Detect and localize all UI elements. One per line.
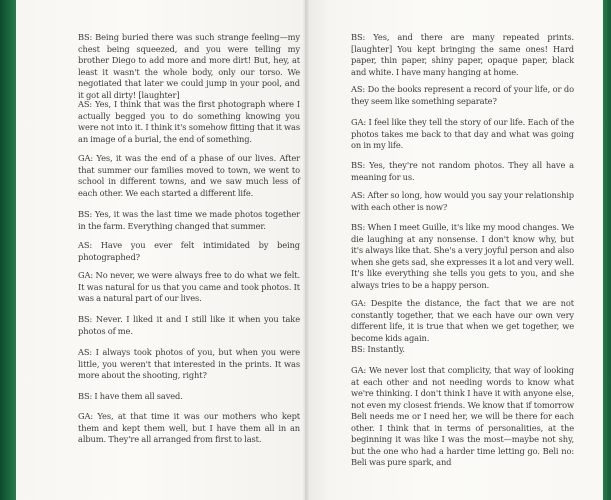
right-paragraph-7: GA: Despite the distance, the fact that we are not constantly together, that we each have our own very different life, it is true that when we get together, we become kids again. (351, 298, 574, 343)
book-cover-edge-right (603, 0, 611, 500)
right-paragraph-4: BS: Yes, they're not random photos. They all have a meaning for us. (351, 160, 574, 182)
right-paragraph-9: GA: We never lost that complicity, that way of looking at each other and not needing words to know what we're thinking. I don't think I have it with anyone else, not even my closest friends. We know that if tomorrow Beli needs me or I need her, we will be there for each other. I think that in terms of personalities, at the beginning it was like I was the most—maybe not shy, but the one who had a harder time letting go. Beli no: Beli was pure spark, and (351, 365, 574, 468)
book-cover-edge-left (0, 0, 16, 500)
left-paragraph-6: GA: No never, we were always free to do what we felt. It was natural for us that you came and took photos. It was a natural part of our lives. (78, 270, 300, 304)
left-page (16, 0, 305, 500)
left-paragraph-10: GA: Yes, at that time it was our mothers who kept them and kept them well, but I have them all in an album. They're all arranged from first to last. (78, 411, 300, 445)
right-page (305, 0, 603, 500)
left-paragraph-3: GA: Yes, it was the end of a phase of our lives. After that summer our families moved to town, we went to school in different towns, and we saw much less of each other. We each started a different life. (78, 153, 300, 198)
left-paragraph-2: AS: Yes, I think that was the first photograph where I actually begged you to do something knowing you were not into it. I think it's somehow fitting that it was an image of a burial, the end of something. (78, 99, 300, 144)
right-paragraph-5: AS: After so long, how would you say your relationship with each other is now? (351, 190, 574, 212)
book-gutter (303, 0, 309, 500)
right-paragraph-6: BS: When I meet Guille, it's like my mood changes. We die laughing at any nonsense. I don't know why, but it's always like that. She's a very joyful person and also when she gets sad, she expresses it a lot and very well. It's like everything she tells you gets to you, and she always tries to be a happy person. (351, 222, 574, 290)
left-paragraph-1: BS: Being buried there was such strange feeling—my chest being squeezed, and you were telling my brother Diego to add more and more dirt! But, hey, at least it wasn't the whole body, only our torso. We negotiated that later we could jump in your pool, and it got all dirty! [laughter] (78, 32, 300, 100)
left-paragraph-7: BS: Never. I liked it and I still like it when you take photos of me. (78, 314, 300, 336)
right-paragraph-1: BS: Yes, and there are many repeated prints. [laughter] You kept bringing the same ones! Hard paper, thin paper, shiny paper, opaque paper, black and white. I have many hanging at home. (351, 32, 574, 77)
left-paragraph-4: BS: Yes, it was the last time we made photos together in the farm. Everything changed that summer. (78, 209, 300, 231)
right-paragraph-3: GA: I feel like they tell the story of our life. Each of the photos takes me back to that day and what was going on in my life. (351, 117, 574, 151)
right-paragraph-2: AS: Do the books represent a record of your life, or do they seem like something separate? (351, 84, 574, 106)
right-paragraph-8: BS: Instantly. (351, 344, 405, 354)
left-paragraph-9: BS: I have them all saved. (78, 391, 183, 401)
left-paragraph-5: AS: Have you ever felt intimidated by being photographed? (78, 240, 300, 262)
left-paragraph-8: AS: I always took photos of you, but when you were little, you weren't that interested in the prints. It was more about the shooting, right? (78, 347, 300, 381)
